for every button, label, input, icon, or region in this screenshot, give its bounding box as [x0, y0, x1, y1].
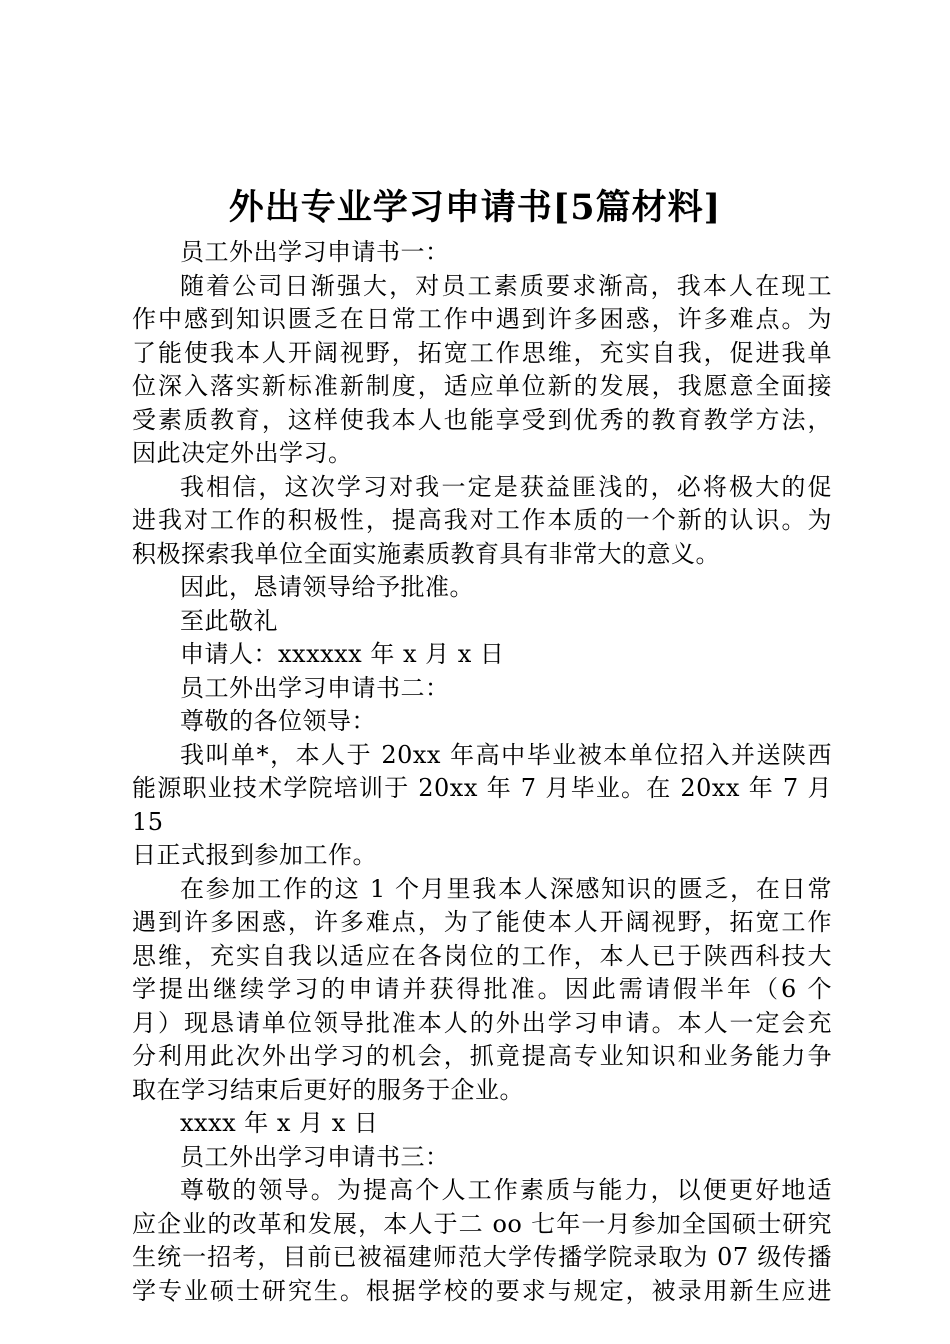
- text-line: 学提出继续学习的申请并获得批准。因此需请假半年（6 个: [132, 975, 832, 1003]
- text-line: 应企业的改革和发展，本人于二 oo 七年一月参加全国硕士研究: [132, 1209, 832, 1238]
- text-line: 学专业硕士研究生。根据学校的要求与规定，被录用新生应进: [132, 1276, 832, 1305]
- document-body: [132, 236, 832, 1308]
- text-line: 了能使我本人开阔视野，拓宽工作思维，充实自我，促进我单: [132, 338, 832, 367]
- text-line: 日正式报到参加工作。: [132, 841, 377, 869]
- text-line: 员工外出学习申请书二：: [180, 673, 450, 702]
- text-line: 申请人：xxxxxx 年 x 月 x 日: [180, 640, 505, 668]
- text-line: 生统一招考，目前已被福建师范大学传播学院录取为 07 级传播: [132, 1243, 832, 1271]
- text-line: 我叫单*，本人于 20xx 年高中毕业被本单位招入并送陕西: [180, 740, 832, 769]
- text-line: 尊敬的领导。为提高个人工作素质与能力，以便更好地适: [180, 1176, 832, 1204]
- text-line: 位深入落实新标准新制度，适应单位新的发展，我愿意全面接: [132, 372, 832, 400]
- text-line: 随着公司日渐强大，对员工素质要求渐高，我本人在现工: [180, 271, 832, 300]
- text-line: 进我对工作的积极性，提高我对工作本质的一个新的认识。为: [132, 506, 832, 534]
- text-line: 积极探索我单位全面实施素质教育具有非常大的意义。: [132, 539, 720, 568]
- text-line: 员工外出学习申请书一：: [180, 238, 450, 266]
- text-line: 遇到许多困惑，许多难点，为了能使本人开阔视野，拓宽工作: [132, 908, 832, 936]
- text-line: 因此，恳请领导给予批准。: [180, 573, 474, 601]
- document-title: 外出专业学习申请书[5篇材料]: [228, 187, 722, 228]
- text-line: 因此决定外出学习。: [132, 439, 353, 467]
- text-line: 尊敬的各位领导：: [180, 707, 376, 735]
- text-line: 在参加工作的这 1 个月里我本人深感知识的匮乏，在日常: [180, 874, 832, 903]
- text-line: 受素质教育，这样使我本人也能享受到优秀的教育教学方法，: [132, 405, 832, 434]
- text-line: 能源职业技术学院培训于 20xx 年 7 月毕业。在 20xx 年 7 月 15: [132, 774, 832, 836]
- text-line: 思维，充实自我以适应在各岗位的工作，本人已于陕西科技大: [132, 941, 832, 970]
- text-line: 月）现恳请单位领导批准本人的外出学习申请。本人一定会充: [132, 1008, 832, 1037]
- text-line: xxxx 年 x 月 x 日: [180, 1109, 379, 1137]
- text-line: 员工外出学习申请书三：: [180, 1142, 450, 1171]
- text-line: 取在学习结束后更好的服务于企业。: [132, 1075, 524, 1104]
- text-line: 分利用此次外出学习的机会，抓竟提高专业知识和业务能力争: [132, 1042, 832, 1070]
- text-line: 作中感到知识匮乏在日常工作中遇到许多困惑，许多难点。为: [132, 305, 832, 333]
- text-line: 至此敬礼: [180, 606, 278, 635]
- text-line: 我相信，这次学习对我一定是获益匪浅的，必将极大的促: [180, 472, 832, 501]
